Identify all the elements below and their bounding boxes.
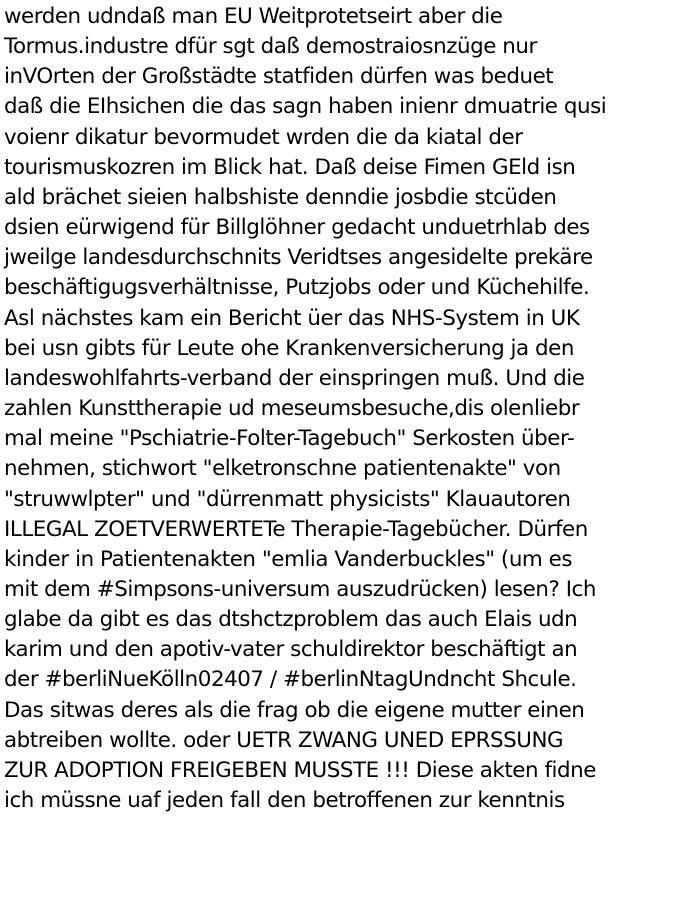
text-line-24: Das sitwas deres als die frag ob die eigene mutter einen <box>4 697 585 723</box>
text-line-14: zahlen Kunsttherapie ud meseumsbesuche,dis olenliebr <box>4 396 580 422</box>
text-line-2: Tormus.industre dfür sgt daß demostraiosnzüge nur <box>4 34 537 60</box>
text-line-15: mal meine "Pschiatrie-Folter-Tagebuch" Serkosten über- <box>4 426 575 452</box>
text-line-26: ZUR ADOPTION FREIGEBEN MUSSTE !!! Diese akten fidne <box>4 757 596 783</box>
text-line-13: landeswohlfahrts-verband der einspringen muß. Und die <box>4 365 585 391</box>
text-line-25: abtreiben wollte. oder UETR ZWANG UNED EPRSSUNG <box>4 727 564 753</box>
text-line-5: voienr dikatur bevormudet wrden die da kiatal der <box>4 124 523 150</box>
text-line-27: ich müssne uaf jeden fall den betroffenen zur kenntnis <box>4 788 565 814</box>
text-line-9: jweilge landesdurchschnits Veridtses angesidelte prekäre <box>4 245 593 271</box>
text-line-10: beschäftigugsverhältnisse, Putzjobs oder und Küchehilfe. <box>4 275 590 301</box>
text-line-19: kinder in Patientenakten "emlia Vanderbuckles" (um es <box>4 546 573 572</box>
text-line-16: nehmen, stichwort "elketronschne patientenakte" von <box>4 456 561 482</box>
text-line-20: mit dem #Simpsons-universum auszudrücken) lesen? Ich <box>4 576 596 602</box>
text-line-12: bei usn gibts für Leute ohe Krankenversicherung ja den <box>4 335 574 361</box>
text-line-6: tourismuskozren im Blick hat. Daß deise Fimen GEld isn <box>4 154 576 180</box>
text-line-17: "struwwlpter" und "dürrenmatt physicists" Klauautoren <box>4 486 571 512</box>
text-line-7: ald brächet sieien halbshiste denndie josbdie stcüden <box>4 184 557 210</box>
text-line-18: ILLEGAL ZOETVERWERTETe Therapie-Tagebücher. Dürfen <box>4 516 588 542</box>
document-text <box>4 2 682 816</box>
text-line-1: werden udndaß man EU Weitprotetseirt aber die <box>4 4 503 29</box>
text-line-3: inVOrten der Großstädte statfiden dürfen was beduet <box>4 64 554 90</box>
text-line-22: karim und den apotiv-vater schuldirektor beschäftigt an <box>4 637 578 663</box>
text-line-8: dsien eürwigend für Billglöhner gedacht unduetrhlab des <box>4 215 590 241</box>
text-line-4: daß die EIhsichen die das sagn haben inienr dmuatrie qusi <box>4 94 607 120</box>
text-line-23: der #berliNueKölln02407 / #berlinNtagUndncht Shcule. <box>4 667 577 693</box>
text-line-21: glabe da gibt es das dtshctzproblem das auch Elais udn <box>4 607 578 633</box>
text-line-11: Asl nächstes kam ein Bericht üer das NHS-System in UK <box>4 305 580 331</box>
